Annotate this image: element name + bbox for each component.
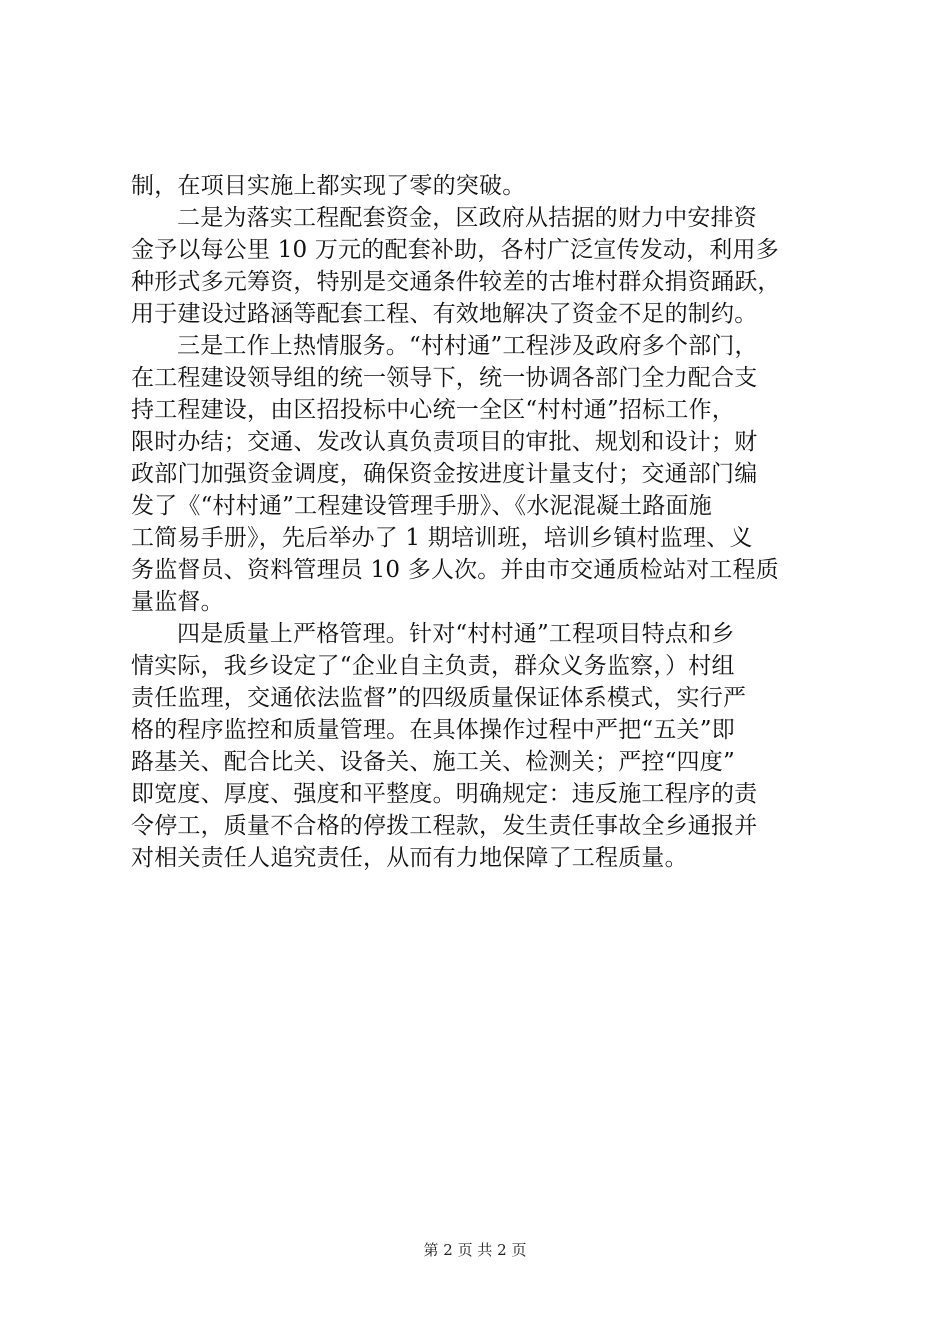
text-line: 在工程建设领导组的统一领导下，统一协调各部门全力配合支	[131, 365, 758, 391]
text-line: 工简易手册》，先后举办了 1 期培训班，培训乡镇村监理、义	[131, 525, 753, 551]
text-line: 金予以每公里 10 万元的配套补助，各村广泛宣传发动，利用多	[131, 237, 779, 263]
text-line: 用于建设过路涵等配套工程、有效地解决了资金不足的制约。	[131, 301, 758, 327]
text-line: 三是工作上热情服务。“村村通”工程涉及政府多个部门，	[177, 333, 758, 359]
text-line: 制，在项目实施上都实现了零的突破。	[131, 173, 526, 199]
text-line: 政部门加强资金调度，确保资金按进度计量支付；交通部门编	[131, 461, 758, 487]
text-line: 四是质量上严格管理。针对“村村通”工程项目特点和乡	[177, 621, 735, 647]
text-line: 限时办结；交通、发改认真负责项目的审批、规划和设计；财	[131, 429, 758, 455]
text-line: 即宽度、厚度、强度和平整度。明确规定：违反施工程序的责	[131, 781, 758, 807]
text-line: 令停工，质量不合格的停拨工程款，发生责任事故全乡通报并	[131, 813, 758, 839]
text-line: 责任监理，交通依法监督”的四级质量保证体系模式，实行严	[131, 685, 747, 711]
text-line: 二是为落实工程配套资金，区政府从拮据的财力中安排资	[177, 205, 757, 231]
page-footer: 第 2 页 共 2 页	[423, 1241, 527, 1259]
text-line: 对相关责任人追究责任，从而有力地保障了工程质量。	[131, 845, 688, 871]
text-line: 量监督。	[131, 589, 224, 615]
text-line: 格的程序监控和质量管理。在具体操作过程中严把“五关”即	[131, 717, 735, 743]
document-body	[131, 170, 831, 874]
text-line: 种形式多元筹资，特别是交通条件较差的古堆村群众捐资踊跃，	[131, 269, 781, 295]
text-line: 路基关、配合比关、设备关、施工关、检测关；严控“四度”	[131, 749, 735, 775]
text-line: 务监督员、资料管理员 10 多人次。并由市交通质检站对工程质	[131, 557, 779, 583]
text-line: 发了《“村村通”工程建设管理手册》、《水泥混凝土路面施	[131, 493, 712, 519]
text-line: 持工程建设，由区招投标中心统一全区“村村通”招标工作，	[131, 397, 735, 423]
text-line: 情实际，我乡设定了“企业自主负责，群众义务监察，）村组	[131, 653, 735, 679]
